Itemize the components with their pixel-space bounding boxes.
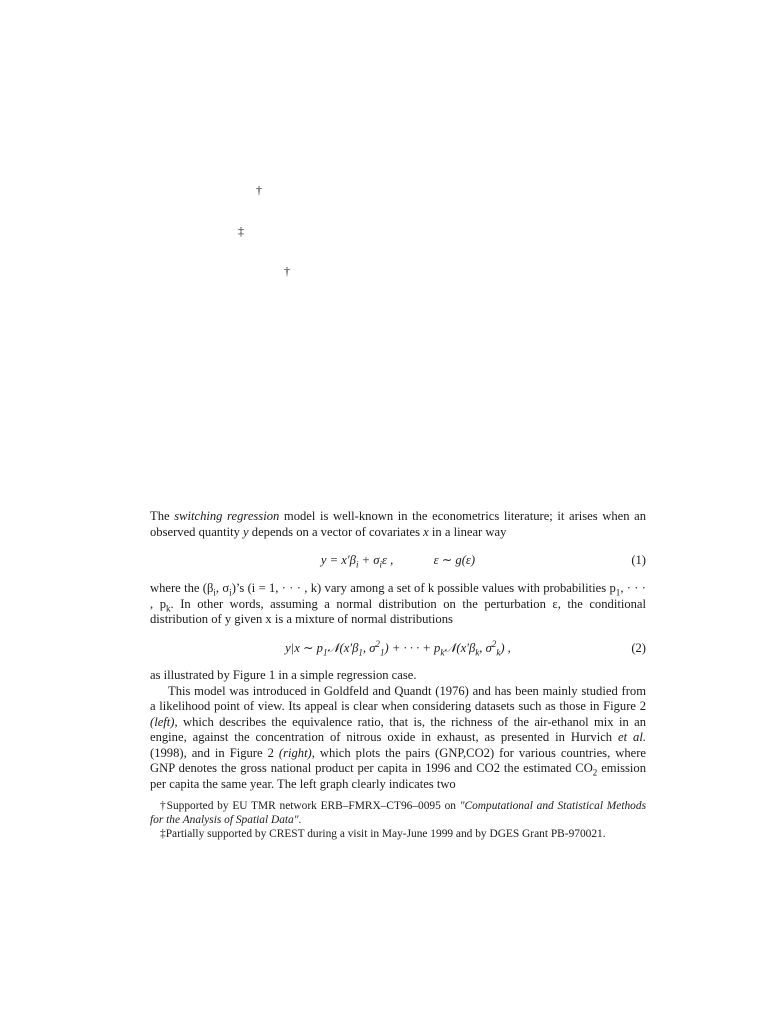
dagger-mark: † [256, 183, 262, 197]
footnotes [150, 799, 646, 841]
equation-number-1: (1) [631, 553, 646, 567]
double-dagger-mark: ‡ [238, 224, 244, 238]
paragraph-main [150, 668, 646, 792]
paragraph-mixture: where the ($\beta_i$, $\sigma_i)’s$ (i = 1, · · · , k) vary among a set of k possible values with probabilities $p_1$, · · · , $p_k$. In other words, assuming a normal distribution on the perturbation ε, the conditional distribution of y given x is a mixture of normal distributions [150, 581, 646, 626]
footnote-mark-dagger: † [160, 800, 167, 812]
dagger-mark-2: † [284, 264, 290, 278]
emphasis-switching-regression: switching regression [174, 509, 280, 523]
footnote-2: ‡Partially supported by CREST during a visit in May-June 1999 and by DGES Grant PB-970021. [160, 828, 606, 840]
equation-2: y|x ∼ $p_1𝒩(x'\beta_1$, $\sigma^2_1$) + · · · + $p_k𝒩(x'\beta_k$, $\sigma^2_k$) , (2) [285, 638, 646, 658]
footnote-mark-double-dagger: ‡ [160, 828, 166, 840]
paragraph-intro: The switching regression model is well-known in the econometrics literature; it arises when an observed quantity y depends on a vector of covariates x in a linear way [150, 509, 647, 539]
equation-number-2: (2) [631, 641, 646, 655]
equation-1: $y = x'\beta_i + \sigma_i\varepsilon$ , ε ∼ g(ε) (1) [320, 553, 646, 570]
paragraph-history: This model was introduced in Goldfeld and Quandt (1976) and has been mainly studied from a likelihood point of view. Its appeal is clear when considering datasets such as those in Figure 2 (left), which describes the equivalence ratio, that is, the richness of the air-ethanol mix in an engine, against the concentration of nitrous oxide in exhaust, as presented in Hurvich et al. (1998), and in Figure 2 (right), which plots the pairs (GNP,CO2) for various countries, where GNP denotes the gross national product per capita in 1996 and CO2 the estimated $CO_2$ emission per capita the same year. The left graph clearly indicates two [150, 683, 646, 791]
footnote-1: †Supported by EU TMR network ERB–FMRX–CT96–0095 on "Computational and Statistical Methods for the Analysis of Spatial Data". [150, 800, 647, 826]
paragraph-figure-ref: as illustrated by Figure 1 in a simple regression case. [150, 668, 417, 682]
